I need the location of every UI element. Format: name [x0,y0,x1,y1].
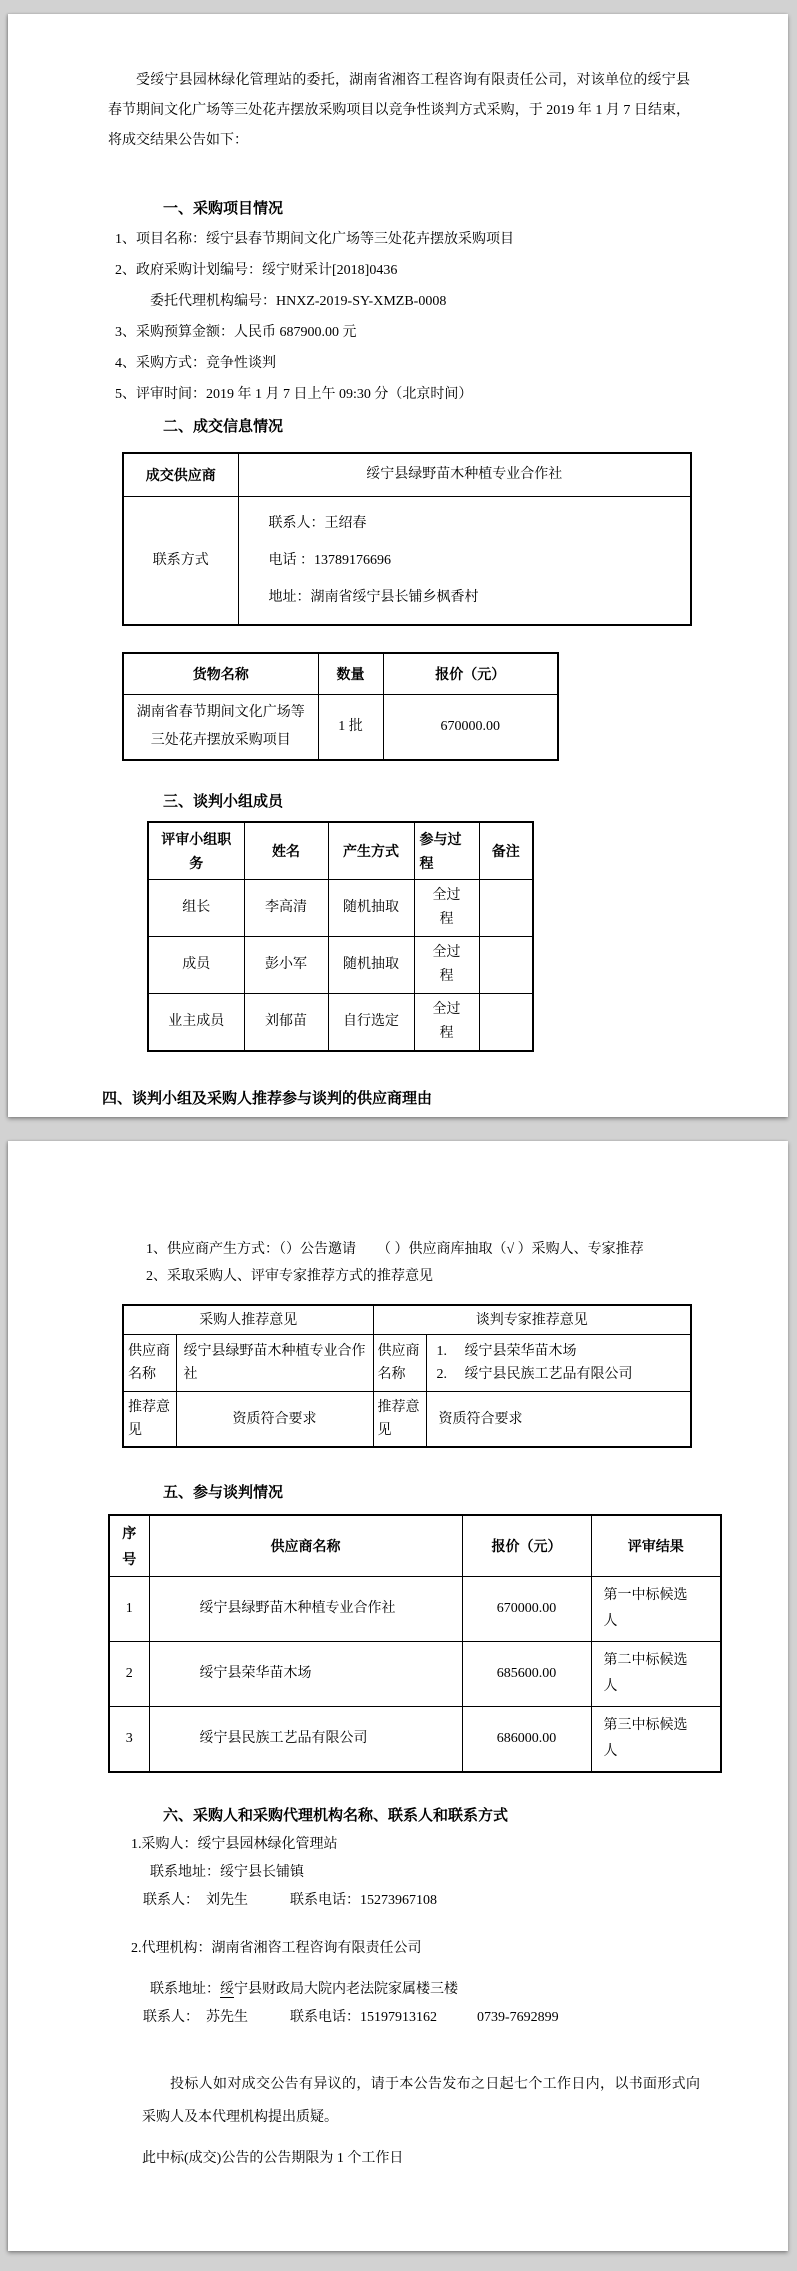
page-2-content [8,1141,788,2174]
price-cell: 685600.00 [462,1642,591,1707]
method-cell: 随机抽取 [328,880,414,937]
purchaser-opinion-value: 资质符合要求 [176,1392,373,1448]
table-header-row [109,1515,721,1577]
role-cell: 成员 [148,937,244,994]
method-cell: 自行选定 [328,994,414,1052]
table-row [123,1335,691,1392]
serial-cell: 3 [109,1707,149,1773]
expert-supplier-1-name: 绥宁县荣华苗木场 [464,1344,577,1359]
goods-name-header: 货物名称 [123,653,318,695]
quantity-header: 数量 [318,653,383,695]
opinion-label: 推荐意见 [123,1392,176,1448]
document-page-2 [8,1141,788,2251]
serial-cell: 2 [109,1642,149,1707]
contact-person: 联系人：王绍春 [268,516,367,531]
table-row [123,453,691,497]
remark-cell [479,937,533,994]
goods-table [122,652,559,761]
remark-cell [479,880,533,937]
budget-line: 3、采购预算金额：人民币 687900.00 元 [115,325,357,340]
section-1-title: 一、采购项目情况 [163,200,284,217]
remark-header: 备注 [479,822,533,880]
quantity-cell: 1 批 [318,695,383,761]
agency-name-line: 2.代理机构：湖南省湘咨工程咨询有限责任公司 [131,1941,422,1956]
section-4-title: 四、谈判小组及采购人推荐参与谈判的供应商理由 [102,1090,433,1107]
list-number: 2. [436,1367,447,1382]
price-header: 报价（元） [462,1515,591,1577]
agency-address-line [150,1976,698,2004]
supplier-name-label: 供应商名称 [123,1335,176,1392]
table-row [148,880,533,937]
price-header: 报价（元） [383,653,558,695]
expert-supplier-2 [437,1363,681,1386]
supplier-name-cell: 绥宁县民族工艺品有限公司 [149,1707,462,1773]
review-result-header: 评审结果 [591,1515,721,1577]
name-header: 姓名 [244,822,328,880]
supplier-name-label: 供应商名称 [373,1335,426,1392]
announcement-period-line: 此中标(成交)公告的公告期限为 1 个工作日 [142,2151,404,2166]
table-row [148,994,533,1052]
participation-cell: 全过程 [414,937,479,994]
purchaser-name-line: 1.采购人：绥宁县园林绿化管理站 [131,1837,338,1852]
section-6-title: 六、采购人和采购代理机构名称、联系人和联系方式 [163,1807,509,1824]
supplier-source-line: 1、供应商产生方式：（）公告邀请 （ ）供应商库抽取（√ ）采购人、专家推荐 [146,1242,644,1257]
review-time-line: 5、评审时间：2019 年 1 月 7 日上午 09:30 分（北京时间） [115,387,473,402]
table-header-row [123,653,558,695]
purchaser-contact-line: 联系人： 刘先生 联系电话：15273967108 [143,1893,437,1908]
negotiation-panel-table [147,821,534,1052]
method-cell: 随机抽取 [328,937,414,994]
price-cell: 670000.00 [383,695,558,761]
agency-contact-line [143,2004,698,2032]
recommendation-table [122,1304,692,1448]
contact-address: 地址：湖南省绥宁县长铺乡枫香村 [268,590,479,605]
agency-address-underlined-char: 绥 [220,1982,234,1997]
price-cell: 670000.00 [462,1577,591,1642]
agency-address-rest: 宁县财政局大院内老法院家属楼三楼 [234,1982,458,1997]
agency-phone-2: 0739-7692899 [477,2010,559,2025]
agency-contact-text: 联系人： 苏先生 联系电话：15197913162 [143,2010,437,2025]
page-1-content [8,14,788,1114]
intro-paragraph: 受绥宁县园林绿化管理站的委托，湖南省湘咨工程咨询有限责任公司，对该单位的绥宁县春节期间文化广场等三处花卉摆放采购项目以竞争性谈判方式采购，于 2019 年 1 月 7 日结束，将成交结果公告如下： [108,73,690,148]
objection-notice-paragraph: 投标人如对成交公告有异议的，请于本公告发布之日起七个工作日内，以书面形式向采购人及本代理机构提出质疑。 [142,2077,700,2125]
role-cell: 组长 [148,880,244,937]
list-number: 1. [436,1344,447,1359]
negotiation-participants-table [108,1514,722,1773]
table-row [123,695,558,761]
expert-opinion-value: 资质符合要求 [426,1392,691,1448]
name-cell: 李高清 [244,880,328,937]
section-2-title: 二、成交信息情况 [163,418,284,435]
agency-address-label: 联系地址： [150,1982,220,1997]
table-row [148,937,533,994]
project-name-line: 1、项目名称：绥宁县春节期间文化广场等三处花卉摆放采购项目 [115,232,514,247]
expert-opinion-header: 谈判专家推荐意见 [373,1305,691,1335]
expert-supplier-1 [437,1340,681,1363]
table-row [109,1707,721,1773]
section-5-title: 五、参与谈判情况 [163,1484,284,1501]
contact-info-cell [238,497,691,626]
serial-header: 序号 [109,1515,149,1577]
supplier-name-cell: 绥宁县荣华苗木场 [149,1642,462,1707]
table-row [123,1392,691,1448]
opinion-label: 推荐意见 [373,1392,426,1448]
section-3-title: 三、谈判小组成员 [163,793,284,810]
serial-cell: 1 [109,1577,149,1642]
purchaser-opinion-header: 采购人推荐意见 [123,1305,373,1335]
name-cell: 彭小军 [244,937,328,994]
method-line: 4、采购方式：竞争性谈判 [115,356,276,371]
winning-supplier-table [122,452,692,626]
participation-cell: 全过程 [414,880,479,937]
participation-cell: 全过程 [414,994,479,1052]
remark-cell [479,994,533,1052]
expert-recommended-suppliers [426,1335,691,1392]
recommend-opinion-line: 2、采取采购人、评审专家推荐方式的推荐意见 [146,1269,433,1284]
result-cell: 第二中标候选人 [591,1642,721,1707]
result-cell: 第一中标候选人 [591,1577,721,1642]
contact-phone: 电话 ：13789176696 [268,553,391,568]
table-header-row [123,1305,691,1335]
agency-number-line: 委托代理机构编号：HNXZ-2019-SY-XMZB-0008 [150,294,447,309]
contact-label-cell: 联系方式 [123,497,238,626]
result-cell: 第三中标候选人 [591,1707,721,1773]
plan-number-line: 2、政府采购计划编号：绥宁财采计[2018]0436 [115,263,398,278]
goods-name-cell: 湖南省春节期间文化广场等三处花卉摆放采购项目 [123,695,318,761]
purchaser-recommended-supplier: 绥宁县绿野苗木种植专业合作社 [176,1335,373,1392]
supplier-name-cell: 绥宁县绿野苗木种植专业合作社 [238,453,691,497]
table-header-row [148,822,533,880]
supplier-name-header: 供应商名称 [149,1515,462,1577]
price-cell: 686000.00 [462,1707,591,1773]
role-cell: 业主成员 [148,994,244,1052]
name-cell: 刘郁苗 [244,994,328,1052]
document-page-1 [8,14,788,1117]
table-row [109,1577,721,1642]
participation-header: 参与过程 [414,822,479,880]
table-row [109,1642,721,1707]
selection-method-header: 产生方式 [328,822,414,880]
expert-supplier-2-name: 绥宁县民族工艺品有限公司 [464,1367,633,1382]
supplier-label-cell: 成交供应商 [123,453,238,497]
role-header: 评审小组职务 [148,822,244,880]
supplier-name-cell: 绥宁县绿野苗木种植专业合作社 [149,1577,462,1642]
table-row [123,497,691,626]
purchaser-address-line: 联系地址：绥宁县长铺镇 [150,1865,304,1880]
